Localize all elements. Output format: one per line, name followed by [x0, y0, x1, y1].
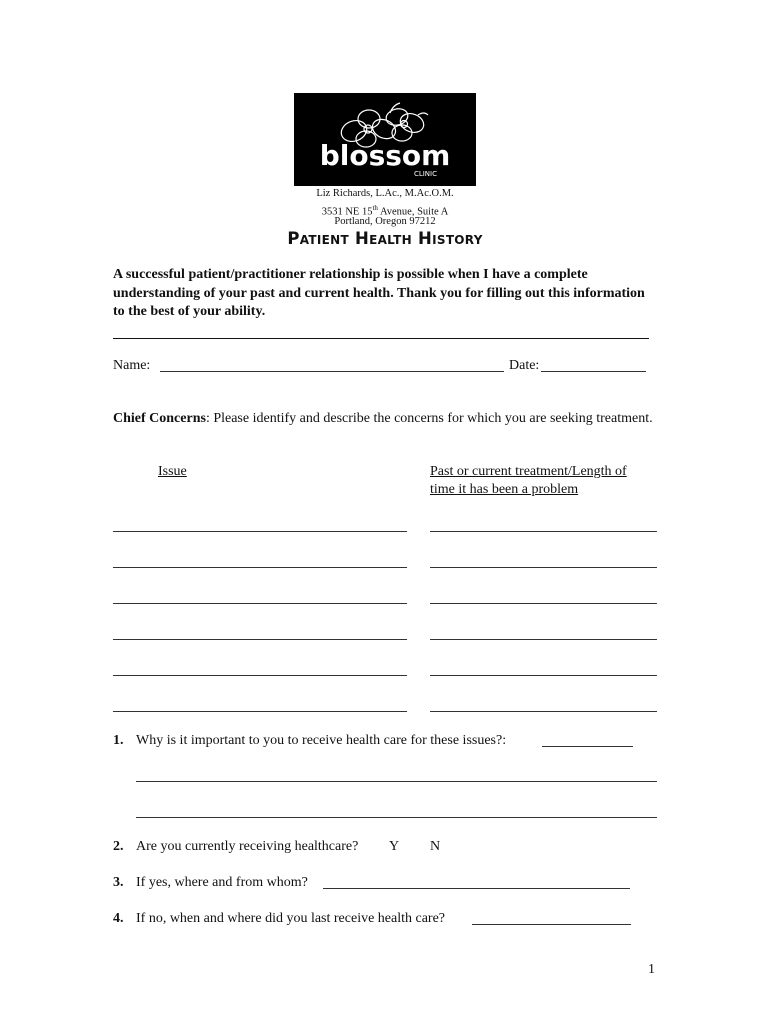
- question-1-field[interactable]: [542, 746, 633, 747]
- question-1-line-3[interactable]: [136, 817, 657, 818]
- question-1-number: 1.: [113, 733, 124, 748]
- question-3-number: 3.: [113, 875, 124, 890]
- option-yes[interactable]: Y: [389, 839, 400, 854]
- treatment-field-2[interactable]: [430, 567, 657, 568]
- issue-column-header: Issue: [158, 464, 187, 479]
- address-city: Portland, Oregon 97212: [334, 216, 436, 227]
- date-label: Date:: [509, 358, 540, 373]
- issue-field-5[interactable]: [113, 675, 407, 676]
- issue-field-2[interactable]: [113, 567, 407, 568]
- blossom-flower-icon: [294, 93, 476, 186]
- option-no[interactable]: N: [430, 839, 441, 854]
- page-number: 1: [648, 962, 655, 977]
- issue-field-6[interactable]: [113, 711, 407, 712]
- question-2-text: Are you currently receiving healthcare?: [136, 839, 359, 854]
- issue-field-3[interactable]: [113, 603, 407, 604]
- treatment-field-1[interactable]: [430, 531, 657, 532]
- treatment-column-header-1: Past or current treatment/Length of: [430, 464, 627, 479]
- name-label: Name:: [113, 358, 151, 373]
- question-1-line-2[interactable]: [136, 781, 657, 782]
- treatment-field-6[interactable]: [430, 711, 657, 712]
- issue-field-4[interactable]: [113, 639, 407, 640]
- page-title: Patient Health History: [287, 229, 483, 248]
- treatment-column-header-2: time it has been a problem: [430, 482, 579, 497]
- question-3-field[interactable]: [323, 888, 630, 889]
- treatment-field-3[interactable]: [430, 603, 657, 604]
- question-3-text: If yes, where and from whom?: [136, 875, 308, 890]
- divider: [113, 338, 649, 339]
- question-4-field[interactable]: [472, 924, 631, 925]
- intro-paragraph: A successful patient/practitioner relationship is possible when I have a complete understanding of your past and current health. Thank you for filling out this information to the best of your ability.: [113, 267, 645, 319]
- practitioner-name: Liz Richards, L.Ac., M.Ac.O.M.: [316, 188, 454, 199]
- chief-concerns-intro: Chief Concerns: Please identify and describe the concerns for which you are seeking treatment.: [113, 411, 653, 426]
- name-field[interactable]: [160, 371, 504, 372]
- date-field[interactable]: [541, 371, 646, 372]
- question-1-text: Why is it important to you to receive health care for these issues?:: [136, 733, 507, 748]
- question-4-number: 4.: [113, 911, 124, 926]
- svg-text:CLINIC: CLINIC: [413, 170, 437, 178]
- treatment-field-5[interactable]: [430, 675, 657, 676]
- chief-concerns-heading: Chief Concerns: [113, 411, 206, 426]
- clinic-logo: [294, 93, 476, 186]
- treatment-field-4[interactable]: [430, 639, 657, 640]
- question-2-number: 2.: [113, 839, 124, 854]
- svg-text:blossom: blossom: [319, 139, 451, 172]
- address-street: 3531 NE 15th Avenue, Suite A: [321, 204, 449, 218]
- issue-field-1[interactable]: [113, 531, 407, 532]
- question-4-text: If no, when and where did you last receive health care?: [136, 911, 446, 926]
